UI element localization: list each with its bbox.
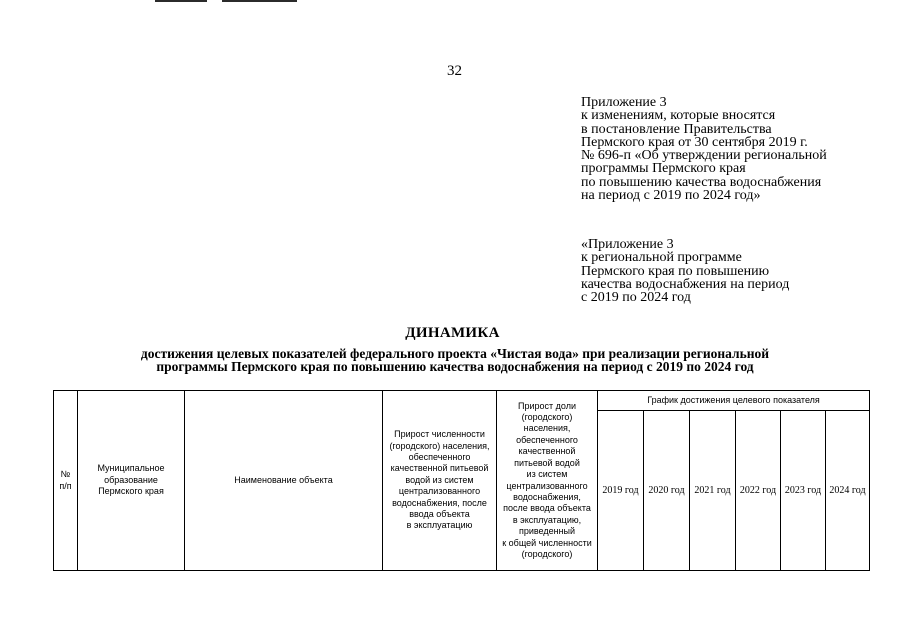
appendix-program-note	[581, 238, 789, 304]
appendix-program-line: Пермского края по повышению	[581, 263, 770, 279]
appendix-program-line: качества водоснабжения на период	[581, 276, 790, 292]
year-2024: 2024 год	[826, 411, 870, 571]
appendix-amend-line: в постановление Правительства	[581, 121, 772, 137]
document-title: ДИНАМИКА	[405, 325, 500, 341]
table-header-row	[54, 391, 870, 411]
subtitle-line: достижения целевых показателей федерального проекта «Чистая вода» при реализации региональной	[140, 346, 770, 361]
year-2023: 2023 год	[781, 411, 826, 571]
appendix-amend-line: Пермского края от 30 сентября 2019 г.	[581, 134, 808, 150]
indicator-table	[53, 390, 870, 571]
year-2021: 2021 год	[690, 411, 736, 571]
year-2019: 2019 год	[598, 411, 644, 571]
appendix-amend-line: № 696-п «Об утверждении региональной	[581, 148, 827, 164]
appendix-amend-line: к изменениям, которые вносятся	[581, 108, 776, 124]
appendix-program-line: «Приложение 3	[581, 237, 674, 252]
appendix-amend-line: Приложение 3	[581, 95, 667, 110]
appendix-program-line: с 2019 по 2024 год	[581, 290, 691, 306]
document-subtitle	[60, 347, 850, 373]
appendix-amendment-note	[581, 96, 827, 202]
header-schedule: График достижения целевого показателя	[598, 391, 870, 411]
scan-mark-left	[155, 0, 207, 2]
scan-mark-right	[222, 0, 297, 2]
appendix-program-line: к региональной программе	[581, 250, 742, 266]
appendix-amend-line: по повышению качества водоснабжения	[581, 174, 822, 190]
header-share-growth: Прирост доли (городского) населения, обеспеченного качественной питьевой водой из систем централизованного водоснабжения, после ввода объекта в эксплуатацию, приведенный к общей численности (городского)	[497, 391, 598, 571]
header-municipality: Муниципальное образование Пермского края	[78, 391, 185, 571]
year-2020: 2020 год	[644, 411, 690, 571]
indicator-table-wrapper	[53, 390, 870, 571]
header-number: № п/п	[54, 391, 78, 571]
header-object-name: Наименование объекта	[185, 391, 383, 571]
subtitle-line: программы Пермского края по повышению качества водоснабжения на период с 2019 по 2024 год	[156, 359, 754, 374]
appendix-amend-line: на период с 2019 по 2024 год»	[581, 188, 761, 204]
appendix-amend-line: программы Пермского края	[581, 161, 746, 177]
header-population-growth: Прирост численности (городского) населения, обеспеченного качественной питьевой водой из систем централизованного водоснабжения, после ввода объекта в эксплуатацию	[383, 391, 497, 571]
page-number: 32	[447, 63, 462, 79]
year-2022: 2022 год	[736, 411, 781, 571]
